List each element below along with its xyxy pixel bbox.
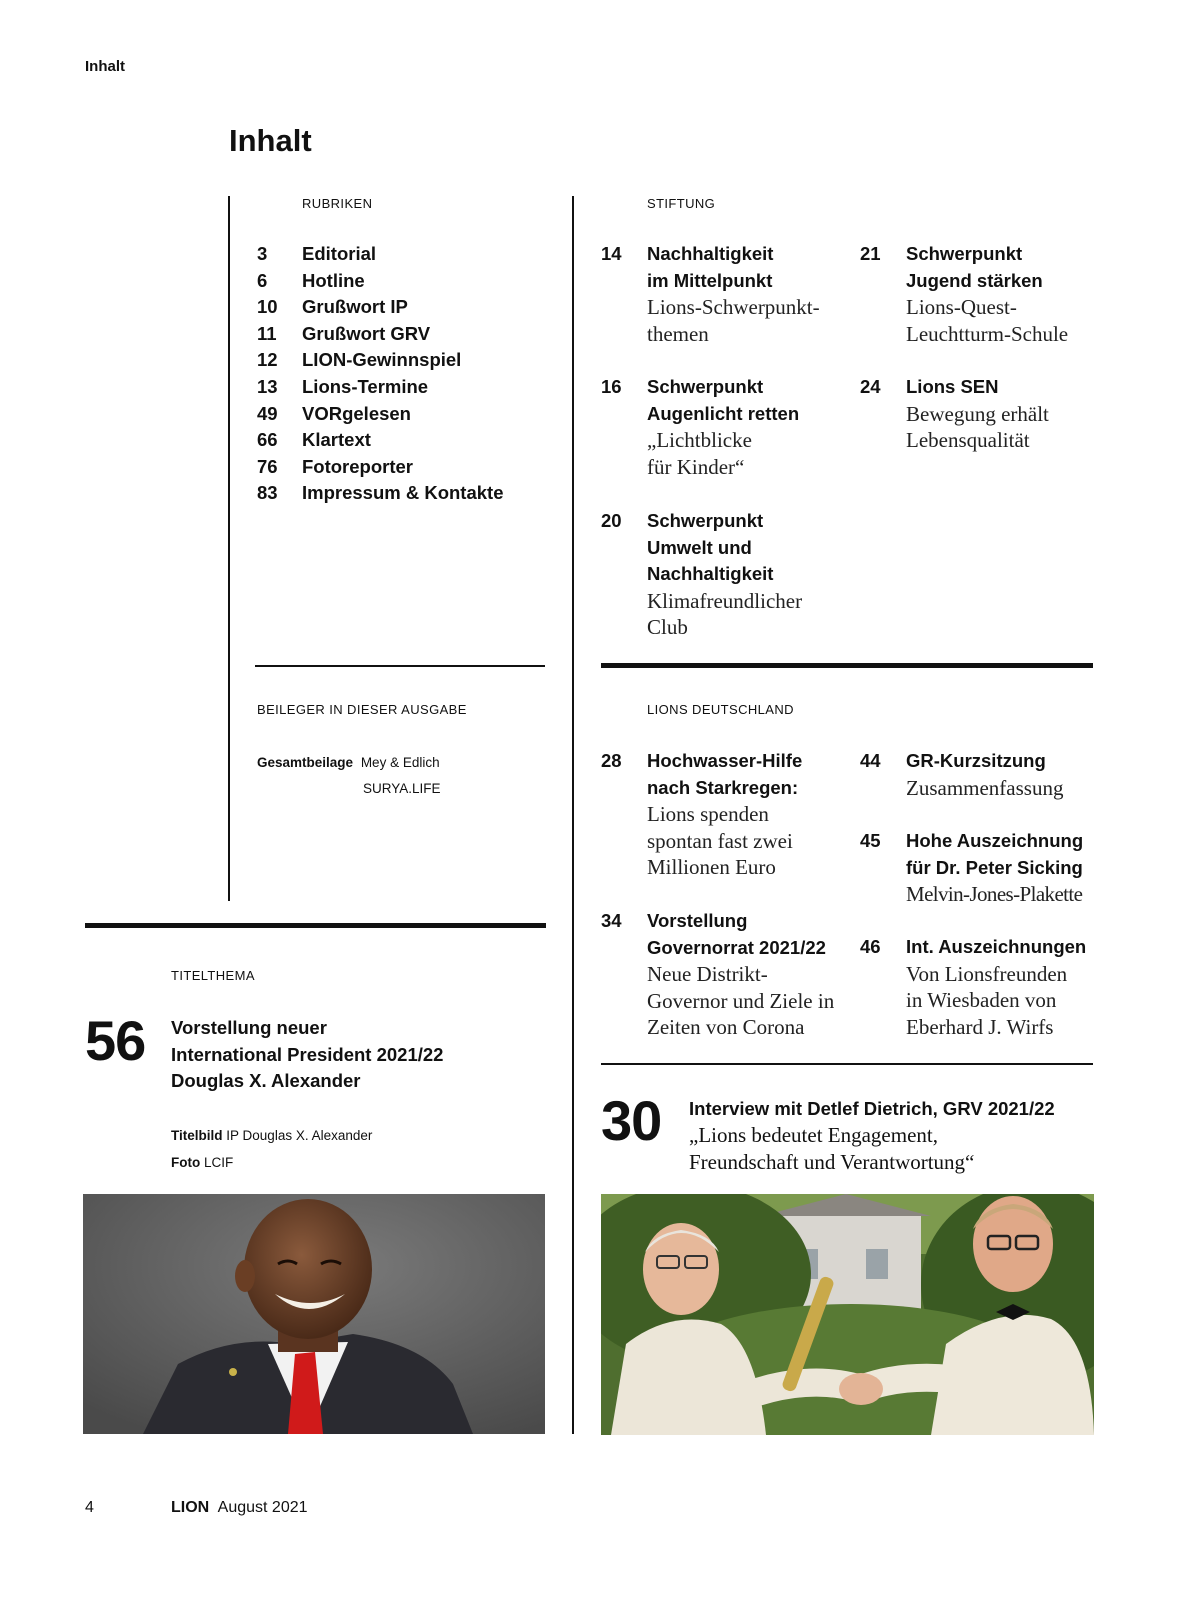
rubrik-item[interactable]: 11 Grußwort GRV: [257, 322, 431, 344]
rubrik-item[interactable]: 49 VORgelesen: [257, 402, 411, 424]
rubrik-item[interactable]: 76 Fotoreporter: [257, 455, 413, 477]
president-portrait-photo: [83, 1194, 545, 1434]
titelthema-label: TITELTHEMA: [171, 968, 255, 983]
rubrik-item[interactable]: 3 Editorial: [257, 243, 377, 264]
rubrik-item[interactable]: 66 Klartext: [257, 429, 371, 451]
stiftung-divider: [601, 663, 1093, 668]
lions-divider: [601, 1063, 1093, 1065]
titelthema-headline[interactable]: Vorstellung neuer International President 2021/22 Douglas X. Alexander: [171, 1017, 444, 1092]
titelthema-page-number: 56: [85, 1009, 146, 1072]
rubriken-list: [257, 241, 504, 507]
center-column-rule: [572, 196, 574, 1434]
rubriken-label: RUBRIKEN: [302, 196, 373, 211]
rubrik-item[interactable]: 83 Impressum & Kontakte: [257, 482, 504, 504]
beileger-value: SURYA.LIFE: [363, 781, 441, 796]
rubrik-item[interactable]: 10 Grußwort IP: [257, 296, 408, 318]
interview-page-number: 30: [601, 1089, 662, 1152]
titelthema-divider: [85, 923, 546, 928]
rubriken-divider: [255, 665, 545, 667]
magazine-name: LION: [171, 1499, 210, 1516]
left-column-rule: [228, 196, 230, 901]
interview-headline[interactable]: Interview mit Detlef Dietrich, GRV 2021/22: [689, 1098, 1055, 1119]
foto-credit: Foto LCIF: [171, 1155, 234, 1170]
interview-photo: [601, 1194, 1094, 1435]
page-title: Inhalt: [229, 123, 312, 158]
beileger-value: Mey & Edlich: [360, 755, 440, 770]
footer-page-number: 4: [85, 1499, 94, 1516]
stiftung-label: STIFTUNG: [647, 196, 716, 211]
rubrik-item[interactable]: 12 LION-Gewinnspiel: [257, 349, 462, 371]
beileger-key: Gesamtbeilage: [257, 755, 354, 770]
beileger-label: BEILEGER IN DIESER AUSGABE: [257, 702, 467, 717]
lions-deutschland-label: LIONS DEUTSCHLAND: [647, 702, 794, 717]
rubrik-item[interactable]: 13 Lions-Termine: [257, 375, 429, 397]
titelbild-credit: Titelbild IP Douglas X. Alexander: [171, 1128, 373, 1143]
issue-date: August 2021: [217, 1499, 308, 1516]
interview-quote: „Lions bedeutet Engagement, Freundschaft und Verantwortung“: [689, 1123, 975, 1174]
running-head: Inhalt: [85, 58, 125, 75]
beileger-list: [257, 750, 440, 776]
footer-magazine: [171, 1499, 308, 1517]
rubrik-item[interactable]: 6 Hotline: [257, 269, 365, 291]
